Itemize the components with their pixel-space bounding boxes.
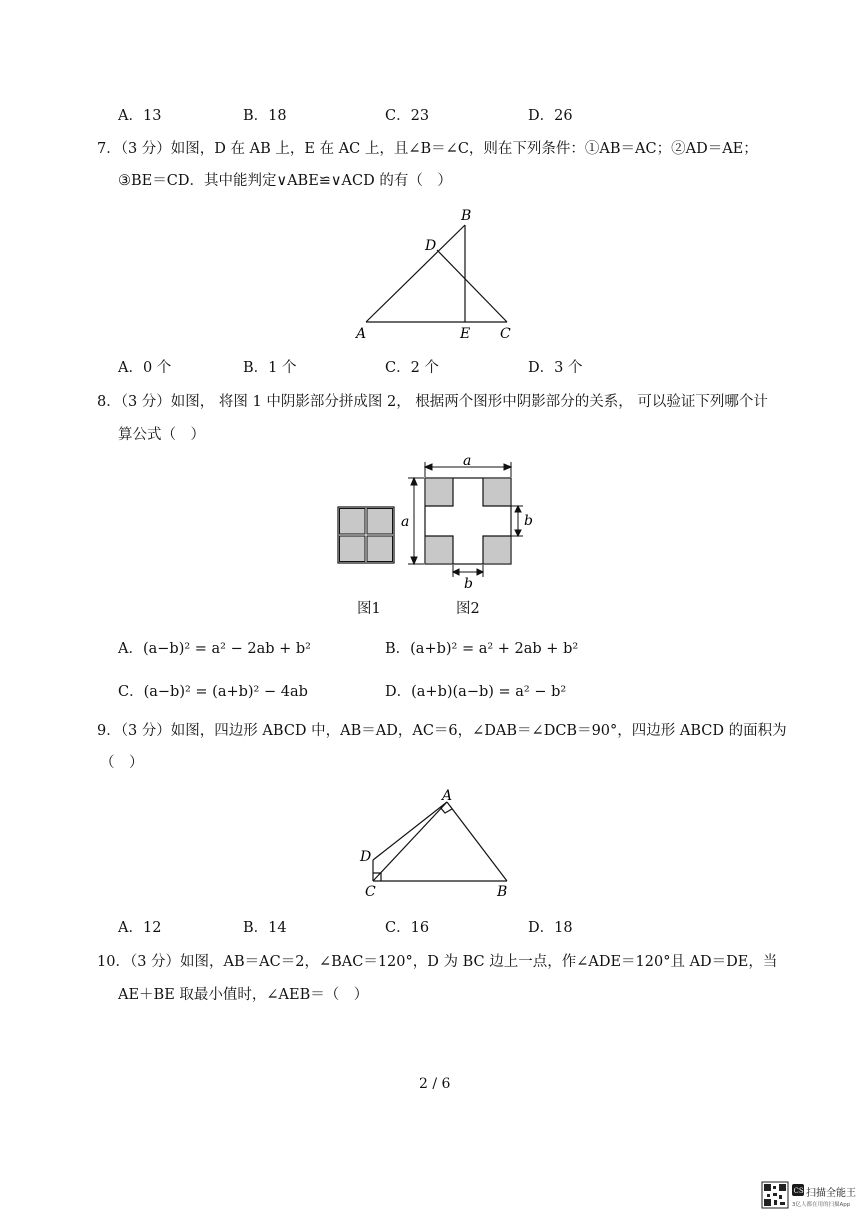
q7-option-c: C．2 个: [385, 360, 439, 376]
q7-option-d: D．3 个: [528, 360, 583, 376]
q6-option-c: C．23: [385, 108, 430, 124]
q9-label-a: A: [442, 788, 453, 804]
q7-segment-dc: [437, 250, 507, 322]
camscanner-logo-icon: [792, 1184, 804, 1196]
q9-label-c: C: [365, 884, 376, 900]
q9-label-d: D: [360, 849, 372, 865]
q6-option-d: D．26: [528, 108, 573, 124]
q7-option-b: B．1 个: [243, 360, 297, 376]
q8-option-d: D．(a+b)(a−b) = a² − b²: [385, 684, 567, 700]
q9-line2: （ ）: [100, 755, 144, 771]
q8-figure: [330, 455, 550, 625]
q9-option-a: A．12: [118, 920, 162, 936]
q7-label-e: E: [460, 326, 471, 342]
q8-label-a-left: a: [401, 514, 410, 530]
q7-figure: [350, 205, 530, 345]
q7-label-d: D: [425, 238, 437, 254]
scanner-badge: [760, 1180, 855, 1214]
q8-label-a-top: a: [463, 453, 472, 469]
page-number: 2 / 6: [419, 1076, 451, 1092]
q8-fig1-caption: 图1: [357, 601, 381, 617]
q7-option-a: A．0 个: [118, 360, 172, 376]
q8-option-c: C．(a−b)² = (a+b)² − 4ab: [118, 684, 308, 700]
q7-line2: ③BE＝CD．其中能判定∨ABE≌∨ACD 的有（ ）: [118, 173, 452, 189]
scanner-app-name: 扫描全能王: [806, 1188, 856, 1199]
q8-option-a: A．(a−b)² = a² − 2ab + b²: [118, 641, 311, 657]
q10-line1: 10．（3 分）如图，AB＝AC＝2，∠BAC＝120°，D 为 BC 边上一点，作∠ADE＝120°且 AD＝DE，当: [97, 954, 778, 970]
scanner-tagline: 3亿人都在用的扫描App: [792, 1202, 851, 1208]
q8-figure2: [425, 478, 511, 564]
q7-label-c: C: [500, 326, 511, 342]
q8-option-b: B．(a+b)² = a² + 2ab + b²: [385, 641, 579, 657]
q7-label-b: B: [461, 208, 472, 224]
q8-line1: 8．（3 分）如图， 将图 1 中阴影部分拼成图 2， 根据两个图形中阴影部分的关系， 可以验证下列哪个计: [97, 394, 768, 410]
q8-figure1: [338, 507, 394, 563]
svg-text:CS: CS: [793, 1187, 804, 1195]
q9-side-ab: [447, 802, 507, 881]
q9-figure: [355, 785, 530, 905]
q8-line2: 算公式（ ）: [118, 427, 205, 443]
q8-label-b-right: b: [524, 513, 533, 529]
q6-option-b: B．18: [243, 108, 287, 124]
q9-option-b: B．14: [243, 920, 287, 936]
q9-line1: 9．（3 分）如图，四边形 ABCD 中，AB＝AD，AC＝6，∠DAB＝∠DCB＝90°，四边形 ABCD 的面积为: [97, 723, 787, 739]
q8-label-b-bottom: b: [464, 576, 473, 592]
q10-line2: AE＋BE 取最小值时，∠AEB＝（ ）: [118, 987, 369, 1003]
q9-option-c: C．16: [385, 920, 430, 936]
q9-option-d: D．18: [528, 920, 573, 936]
q9-diagonal-ac: [373, 802, 447, 881]
q9-side-da: [373, 802, 447, 860]
q7-label-a: A: [356, 326, 367, 342]
q8-fig2-caption: 图2: [456, 601, 480, 617]
q6-option-a: A．13: [118, 108, 162, 124]
q7-side-ab: [366, 225, 465, 322]
q9-label-b: B: [497, 884, 508, 900]
q7-line1: 7．（3 分）如图，D 在 AB 上，E 在 AC 上，且∠B＝∠C，则在下列条件：①AB＝AC；②AD＝AE；: [97, 141, 758, 157]
